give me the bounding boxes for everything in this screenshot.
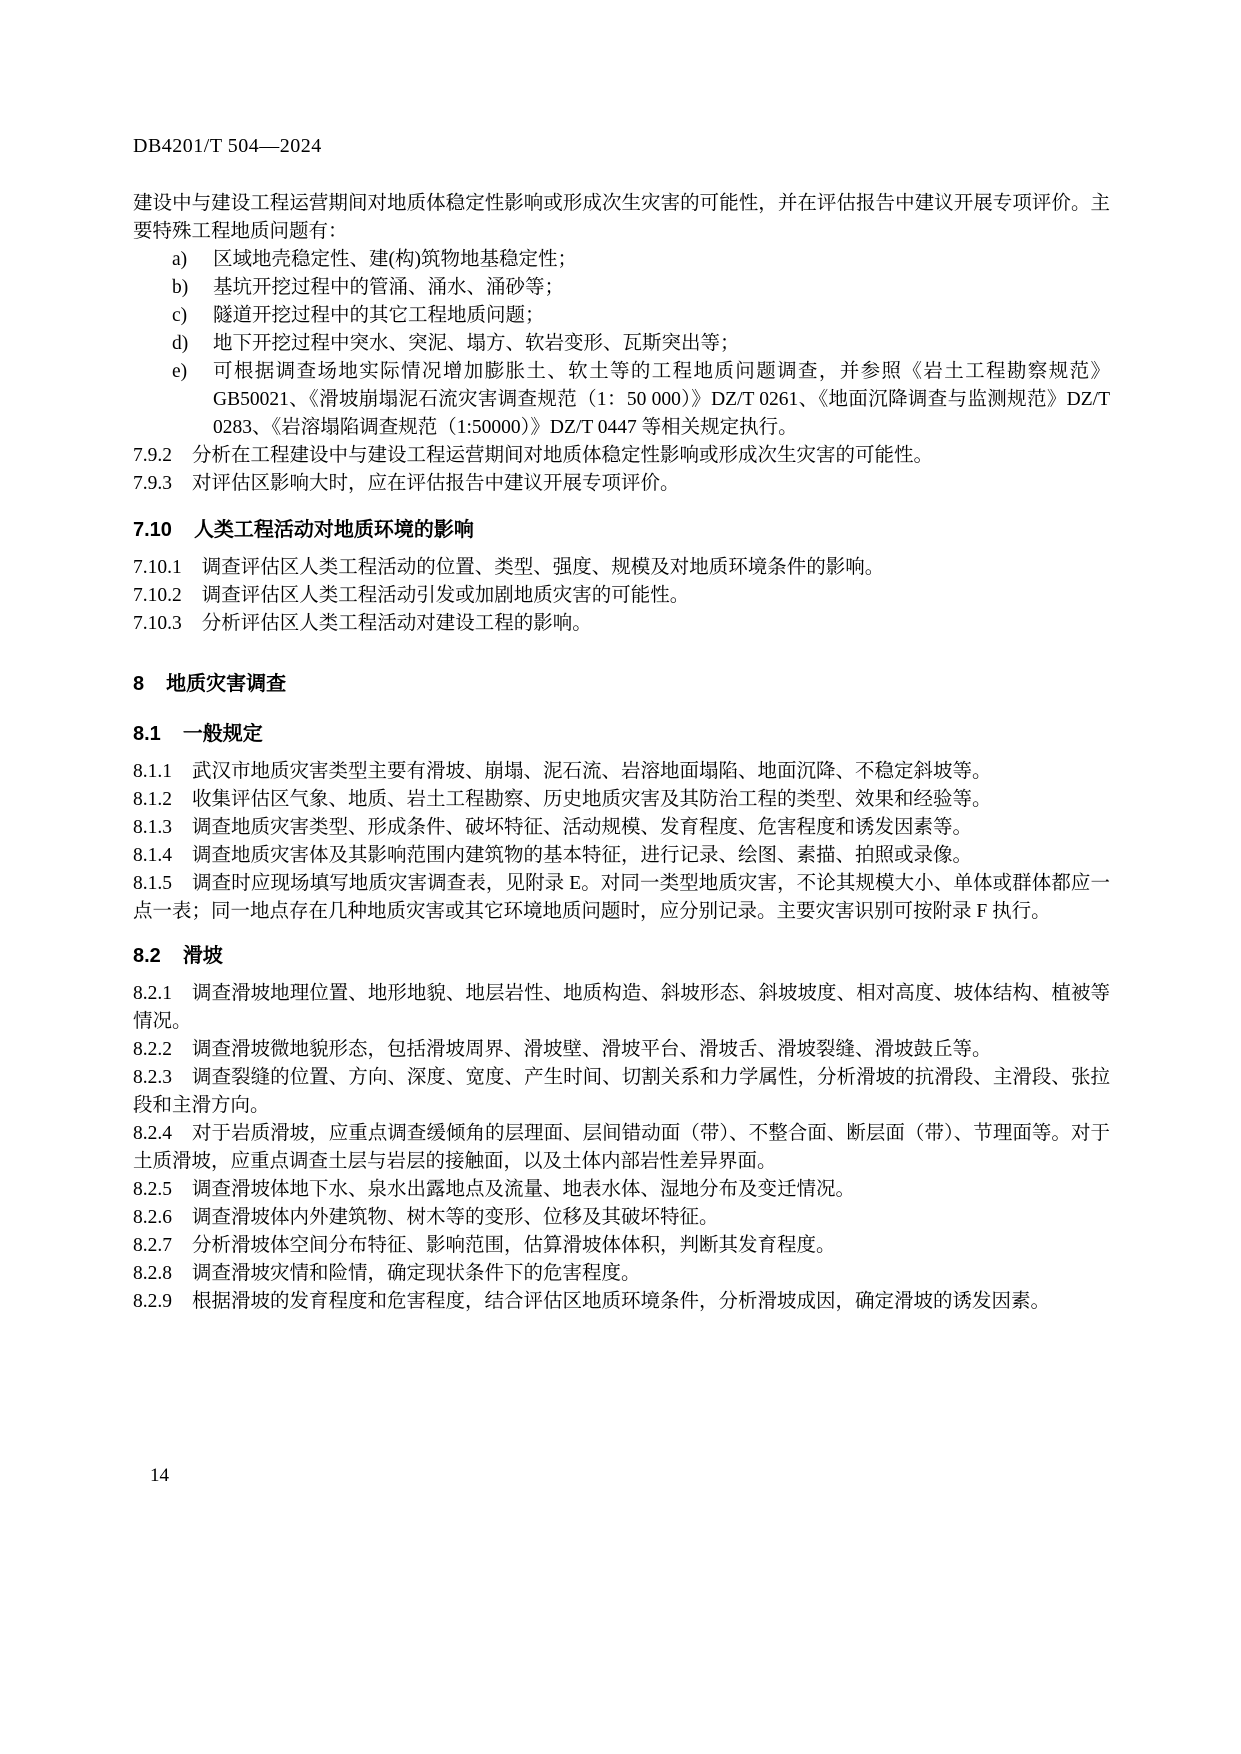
clause-text: 分析滑坡体空间分布特征、影响范围，估算滑坡体体积，判断其发育程度。	[192, 1235, 836, 1256]
list-item-text: 可根据调查场地实际情况增加膨胀土、软土等的工程地质问题调查，并参照《岩土工程勘察规范》GB50021、《滑坡崩塌泥石流灾害调查规范（1：50 000）》DZ/T 0261、《地面沉降调查与监测规范》DZ/T 0283、《岩溶塌陷调查规范（1:50000）》DZ/T 0447 等相关规定执行。	[213, 361, 1110, 438]
section-heading-8-2	[133, 942, 1110, 970]
clause-8-2-5	[133, 1176, 1110, 1204]
clause-number: 8.2.4	[133, 1123, 172, 1144]
clause-7-9-3	[133, 470, 1110, 498]
clause-number: 8.2.5	[133, 1179, 172, 1200]
clause-number: 7.9.3	[133, 473, 172, 494]
list-item-label: c)	[172, 305, 188, 326]
list-item-text: 地下开挖过程中突水、突泥、塌方、软岩变形、瓦斯突出等；	[213, 333, 740, 354]
clause-number: 7.10.2	[133, 585, 182, 606]
clause-text: 调查滑坡地理位置、地形地貌、地层岩性、地质构造、斜坡形态、斜坡坡度、相对高度、坡体结构、植被等情况。	[133, 983, 1110, 1032]
clause-8-2-1	[133, 980, 1110, 1036]
clause-8-2-3	[133, 1064, 1110, 1120]
list-item-a	[133, 246, 1110, 274]
clause-7-10-3	[133, 610, 1110, 638]
clause-8-2-6	[133, 1204, 1110, 1232]
clause-text: 分析在工程建设中与建设工程运营期间对地质体稳定性影响或形成次生灾害的可能性。	[192, 445, 934, 466]
clause-text: 调查评估区人类工程活动的位置、类型、强度、规模及对地质环境条件的影响。	[201, 557, 885, 578]
clause-number: 8.2.9	[133, 1291, 172, 1312]
page-number: 14	[150, 1465, 169, 1486]
clause-text: 调查时应现场填写地质灾害调查表，见附录 E。对同一类型地质灾害，不论其规模大小、单体或群体都应一点一表；同一地点存在几种地质灾害或其它环境地质问题时，应分别记录。主要灾害识别可按附录 F 执行。	[133, 873, 1110, 922]
list-item-e	[133, 358, 1110, 442]
clause-number: 8.1.2	[133, 789, 172, 810]
list-item-d	[133, 330, 1110, 358]
clause-text: 分析评估区人类工程活动对建设工程的影响。	[201, 613, 592, 634]
clause-text: 调查裂缝的位置、方向、深度、宽度、产生时间、切割关系和力学属性，分析滑坡的抗滑段、主滑段、张拉段和主滑方向。	[133, 1067, 1110, 1116]
clause-text: 对评估区影响大时，应在评估报告中建议开展专项评价。	[192, 473, 680, 494]
clause-8-1-1	[133, 758, 1110, 786]
clause-8-1-4	[133, 842, 1110, 870]
clause-number: 8.2.6	[133, 1207, 172, 1228]
clause-7-10-1	[133, 554, 1110, 582]
clause-number: 8.1.4	[133, 845, 172, 866]
chapter-heading-8	[133, 670, 1110, 698]
clause-8-2-7	[133, 1232, 1110, 1260]
clause-number: 8.1.3	[133, 817, 172, 838]
list-item-text: 隧道开挖过程中的其它工程地质问题；	[213, 305, 545, 326]
heading-title: 人类工程活动对地质环境的影响	[193, 519, 474, 541]
heading-title: 地质灾害调查	[166, 673, 287, 695]
clause-8-2-2	[133, 1036, 1110, 1064]
clause-text: 调查滑坡体内外建筑物、树木等的变形、位移及其破坏特征。	[192, 1207, 719, 1228]
list-item-label: b)	[172, 277, 189, 298]
clause-number: 8.2.2	[133, 1039, 172, 1060]
clause-text: 调查滑坡体地下水、泉水出露地点及流量、地表水体、湿地分布及变迁情况。	[192, 1179, 856, 1200]
clause-8-1-3	[133, 814, 1110, 842]
list-item-text: 基坑开挖过程中的管涌、涌水、涌砂等；	[213, 277, 565, 298]
clause-text: 调查评估区人类工程活动引发或加剧地质灾害的可能性。	[201, 585, 690, 606]
clause-7-10-2	[133, 582, 1110, 610]
heading-number: 8.1	[133, 723, 161, 745]
heading-title: 滑坡	[182, 945, 223, 967]
clause-text: 根据滑坡的发育程度和危害程度，结合评估区地质环境条件，分析滑坡成因，确定滑坡的诱发因素。	[192, 1291, 1051, 1312]
clause-text: 调查地质灾害类型、形成条件、破坏特征、活动规模、发育程度、危害程度和诱发因素等。	[192, 817, 973, 838]
clause-number: 8.1.5	[133, 873, 172, 894]
heading-number: 8	[133, 673, 145, 695]
list-item-label: e)	[172, 361, 188, 382]
clause-8-1-5	[133, 870, 1110, 926]
clause-number: 8.2.8	[133, 1263, 172, 1284]
section-heading-8-1	[133, 720, 1110, 748]
clause-8-2-8	[133, 1260, 1110, 1288]
list-item-b	[133, 274, 1110, 302]
heading-number: 8.2	[133, 945, 161, 967]
clause-number: 8.2.7	[133, 1235, 172, 1256]
list-item-c	[133, 302, 1110, 330]
list-item-text: 区域地壳稳定性、建(构)筑物地基稳定性；	[213, 249, 577, 270]
clause-number: 7.10.1	[133, 557, 182, 578]
heading-number: 7.10	[133, 519, 172, 541]
special-problems-list	[133, 246, 1110, 442]
clause-8-1-2	[133, 786, 1110, 814]
clause-text: 调查滑坡灾情和险情，确定现状条件下的危害程度。	[192, 1263, 641, 1284]
clause-8-2-9	[133, 1288, 1110, 1316]
clause-number: 7.10.3	[133, 613, 182, 634]
clause-text: 调查地质灾害体及其影响范围内建筑物的基本特征，进行记录、绘图、素描、拍照或录像。	[192, 845, 973, 866]
list-item-label: a)	[172, 249, 188, 270]
clause-8-2-4	[133, 1120, 1110, 1176]
clause-number: 8.2.3	[133, 1067, 172, 1088]
clause-text: 武汉市地质灾害类型主要有滑坡、崩塌、泥石流、岩溶地面塌陷、地面沉降、不稳定斜坡等。	[192, 761, 992, 782]
intro-paragraph: 建设中与建设工程运营期间对地质体稳定性影响或形成次生灾害的可能性，并在评估报告中建议开展专项评价。主要特殊工程地质问题有：	[133, 193, 1110, 242]
list-item-label: d)	[172, 333, 189, 354]
clause-number: 8.2.1	[133, 983, 172, 1004]
heading-title: 一般规定	[182, 723, 263, 745]
clause-text: 收集评估区气象、地质、岩土工程勘察、历史地质灾害及其防治工程的类型、效果和经验等。	[192, 789, 992, 810]
clause-text: 对于岩质滑坡，应重点调查缓倾角的层理面、层间错动面（带）、不整合面、断层面（带）、节理面等。对于土质滑坡，应重点调查土层与岩层的接触面，以及土体内部岩性差异界面。	[133, 1123, 1110, 1172]
doc-number: DB4201/T 504—2024	[133, 135, 322, 157]
section-heading-7-10	[133, 516, 1110, 544]
clause-number: 7.9.2	[133, 445, 172, 466]
clause-number: 8.1.1	[133, 761, 172, 782]
clause-text: 调查滑坡微地貌形态，包括滑坡周界、滑坡壁、滑坡平台、滑坡舌、滑坡裂缝、滑坡鼓丘等。	[192, 1039, 992, 1060]
clause-7-9-2	[133, 442, 1110, 470]
